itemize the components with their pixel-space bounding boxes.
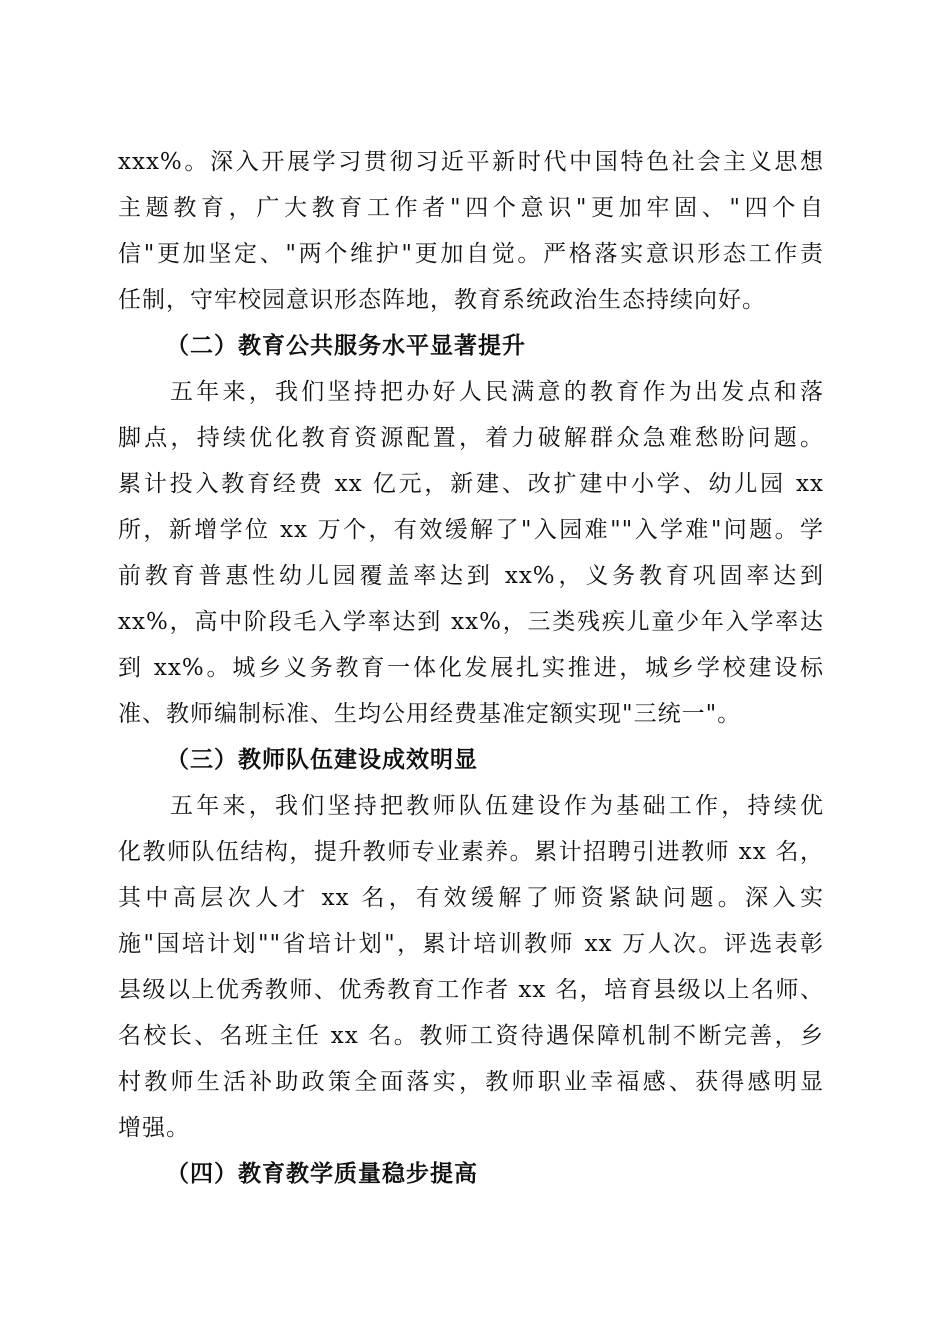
paragraph-line: 县级以上优秀教师、优秀教育工作者 xx 名，培育县级以上名师、 bbox=[118, 977, 824, 1003]
paragraph-line: 增强。 bbox=[118, 1115, 190, 1141]
paragraph-line: 累计投入教育经费 xx 亿元，新建、改扩建中小学、幼儿园 xx bbox=[118, 471, 824, 497]
paragraph-line: 脚点，持续优化教育资源配置，着力破解群众急难愁盼问题。 bbox=[118, 425, 824, 451]
paragraph-line: xx%，高中阶段毛入学率达到 xx%，三类残疾儿童少年入学率达 bbox=[118, 609, 824, 635]
paragraph-line: 所，新增学位 xx 万个，有效缓解了"入园难""入学难"问题。学 bbox=[118, 517, 824, 543]
paragraph-line: 化教师队伍结构，提升教师专业素养。累计招聘引进教师 xx 名， bbox=[118, 839, 824, 865]
paragraph-line: 其中高层次人才 xx 名，有效缓解了师资紧缺问题。深入实 bbox=[118, 885, 824, 911]
paragraph-line: xxx%。深入开展学习贯彻习近平新时代中国特色社会主义思想 bbox=[118, 149, 824, 175]
paragraph-line: 前教育普惠性幼儿园覆盖率达到 xx%，义务教育巩固率达到 bbox=[118, 563, 824, 589]
section-heading-4: （四）教育教学质量稳步提高 bbox=[166, 1160, 478, 1187]
section-heading-3: （三）教师队伍建设成效明显 bbox=[166, 746, 478, 773]
paragraph-line: 到 xx%。城乡义务教育一体化发展扎实推进，城乡学校建设标 bbox=[118, 655, 824, 681]
paragraph-line: 信"更加坚定、"两个维护"更加自觉。严格落实意识形态工作责 bbox=[118, 241, 824, 267]
paragraph-line: 施"国培计划""省培计划"，累计培训教师 xx 万人次。评选表彰 bbox=[118, 931, 824, 957]
paragraph-line: 五年来，我们坚持把办好人民满意的教育作为出发点和落 bbox=[170, 379, 824, 405]
section-heading-2: （二）教育公共服务水平显著提升 bbox=[166, 332, 526, 359]
paragraph-line: 主题教育，广大教育工作者"四个意识"更加牢固、"四个自 bbox=[118, 195, 824, 221]
paragraph-line: 村教师生活补助政策全面落实，教师职业幸福感、获得感明显 bbox=[118, 1069, 824, 1095]
paragraph-line: 准、教师编制标准、生均公用经费基准定额实现"三统一"。 bbox=[118, 701, 742, 727]
paragraph-line: 任制，守牢校园意识形态阵地，教育系统政治生态持续向好。 bbox=[118, 287, 766, 313]
paragraph-line: 名校长、名班主任 xx 名。教师工资待遇保障机制不断完善，乡 bbox=[118, 1023, 824, 1049]
paragraph-line: 五年来，我们坚持把教师队伍建设作为基础工作，持续优 bbox=[170, 793, 824, 819]
